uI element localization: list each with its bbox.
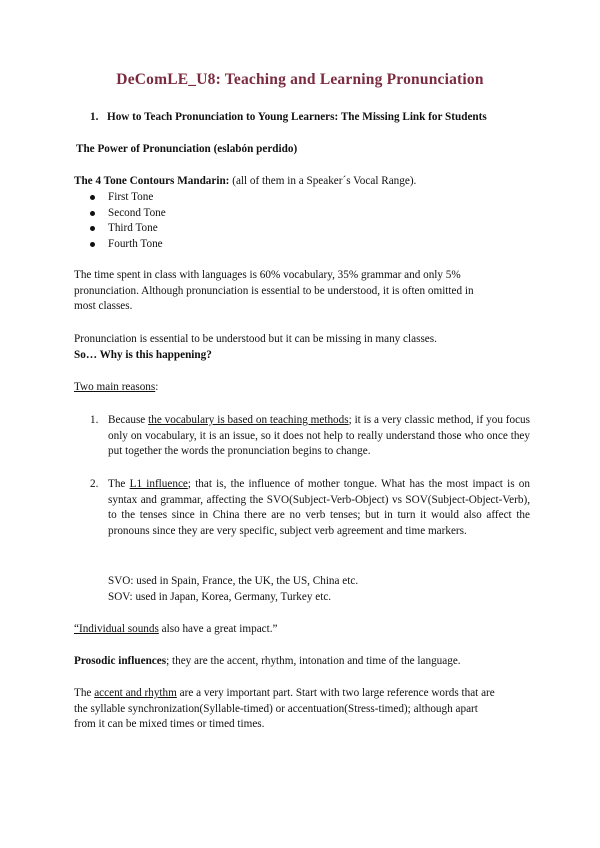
paragraph-time-spent <box>74 268 530 315</box>
tone-list <box>90 190 166 252</box>
sov-line: SOV: used in Japan, Korea, Germany, Turkey etc. <box>108 591 332 603</box>
quote-underlined-text: Individual sounds <box>78 623 159 635</box>
reason-1 <box>90 413 530 460</box>
paragraph-missing: Pronunciation is essential to be understood but it can be missing in many classes. <box>74 333 437 345</box>
quote-rest: also have a great impact.” <box>158 623 278 635</box>
reason-text-post: ; that is, the influence of mother tongue. What has the most impact is on syntax and grammar, affecting the SVO(Subject-Verb-Object) vs SOV(Subject-Object-Verb), to the tenses since in China there are no verb tenses; but in turn it would also affect the pronouns since they are very specific, subject verb agreement and time markers. <box>108 478 530 537</box>
paragraph-line: The time spent in class with languages is 60% vocabulary, 35% grammar and only 5% <box>74 269 461 281</box>
reason-text <box>108 477 530 539</box>
paragraph-line: the syllable synchronization(Syllable-timed) or accentuation(Stress-timed); although apart <box>74 702 478 715</box>
why-question: So… Why is this happening? <box>74 349 212 361</box>
reason-2 <box>90 477 530 539</box>
prosodic-text: ; they are the accent, rhythm, intonation and time of the language. <box>166 655 461 667</box>
tone-intro-label: The 4 Tone Contours Mandarin: <box>74 175 230 187</box>
svo-line: SVO: used in Spain, France, the UK, the US, China etc. <box>108 575 359 587</box>
reason-text-pre: The <box>108 478 130 490</box>
heading-1 <box>90 110 487 126</box>
prosodic-label: Prosodic influences <box>74 655 167 667</box>
section-title: The Power of Pronunciation (eslabón perdido) <box>76 143 298 155</box>
tone-intro <box>74 174 530 190</box>
reason-underlined: the vocabulary is based on teaching methods <box>148 414 349 426</box>
accent-line1-rest: are a very important part. Start with two large reference words that are <box>176 687 495 699</box>
reason-number: 1. <box>90 414 99 426</box>
two-reasons-text: Two main reasons <box>74 381 156 393</box>
document-title: DeComLE_U8: Teaching and Learning Pronunciation <box>116 71 484 88</box>
list-item: Third Tone <box>90 221 166 237</box>
paragraph-line: pronunciation. Although pronunciation is essential to be understood, it is often omitted in <box>74 284 474 297</box>
reason-text-post: ; it is a very classic method, if you focus only on vocabulary, it is an issue, so it does not help to really understand those who once they put together the words the pronunciation begins to change. <box>108 414 531 457</box>
list-item: First Tone <box>90 190 166 206</box>
quote-underlined <box>74 623 159 635</box>
accent-paragraph <box>74 686 530 733</box>
quote-open: “ <box>74 623 79 635</box>
paragraph-line: most classes. <box>74 300 133 312</box>
prosodic-paragraph <box>74 654 530 670</box>
accent-pre: The <box>74 687 95 699</box>
reason-text <box>108 413 530 460</box>
paragraph-line <box>74 686 530 702</box>
reason-number: 2. <box>90 478 99 490</box>
individual-sounds-quote <box>74 622 530 638</box>
list-item: Second Tone <box>90 206 166 222</box>
two-reasons-label <box>74 380 530 396</box>
reason-text-pre: Because <box>108 414 149 426</box>
paragraph-line: from it can be mixed times or timed times. <box>74 718 265 730</box>
reason-underlined: L1 influence <box>129 478 188 490</box>
heading-number: 1. <box>90 111 99 123</box>
tone-intro-text: (all of them in a Speaker´s Vocal Range). <box>229 175 417 187</box>
accent-underlined: accent and rhythm <box>94 687 177 699</box>
two-reasons-colon: : <box>155 381 159 393</box>
list-item: Fourth Tone <box>90 237 166 253</box>
heading-text: How to Teach Pronunciation to Young Learners: The Missing Link for Students <box>107 111 487 123</box>
